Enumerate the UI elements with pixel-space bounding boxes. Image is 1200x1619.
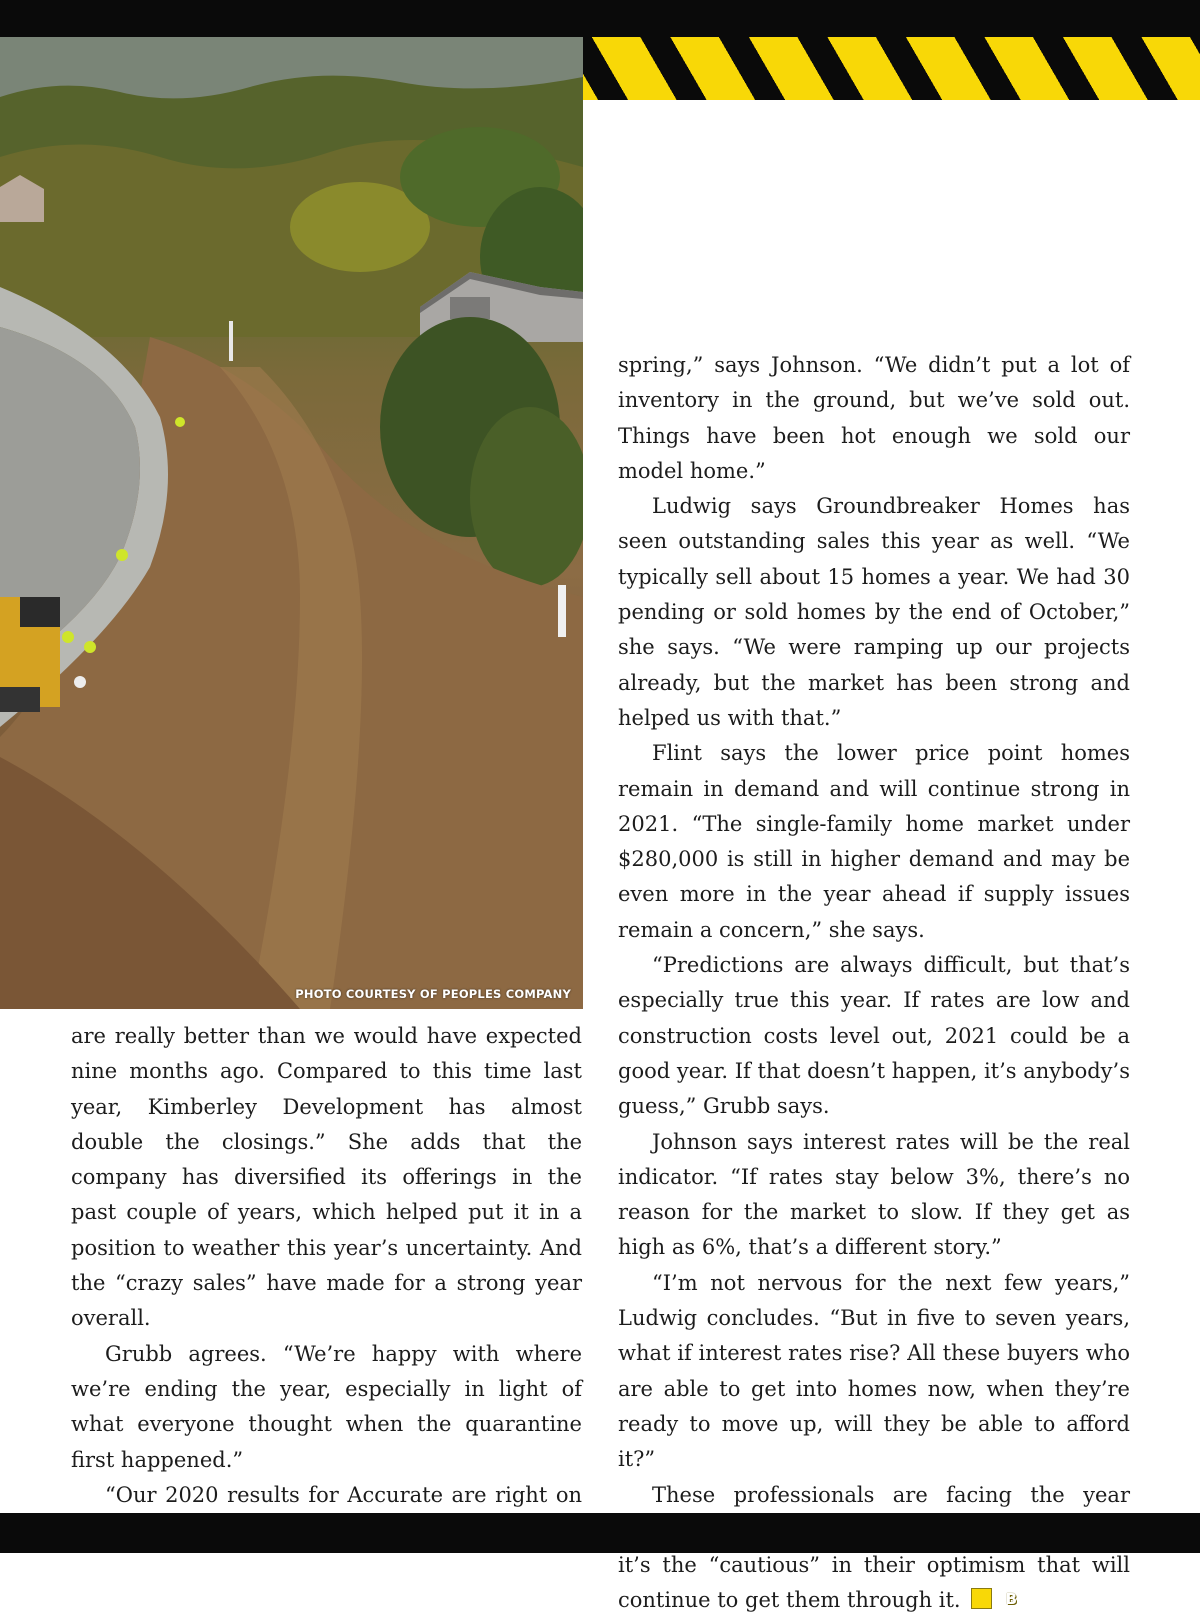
footer-bar <box>0 1513 1200 1553</box>
paragraph: “Predictions are always difficult, but that’s especially true this year. If rates are low and construction costs level out, 2021 could be a good year. If that doesn’t happen, it’s anybody’s guess,” Grubb says. <box>618 953 1130 1119</box>
paragraph: spring,” says Johnson. “We didn’t put a lot of inventory in the ground, but we’ve sold out. Things have been hot enough we sold our model home.” <box>618 353 1130 483</box>
end-mark-letter: B <box>1005 1590 1018 1609</box>
end-of-article-icon <box>971 1588 1018 1609</box>
paragraph: Ludwig says Groundbreaker Homes has seen outstanding sales this year as well. “We typically sell about 15 homes a year. We had 30 pending or sold homes by the end of October,” she says. “We were ramping up our projects already, but the market has been strong and helped us with that.” <box>618 494 1130 730</box>
paragraph-text: These professionals are facing the year it’s the “cautious” in their optimism that will continue to get them through it. <box>618 1482 1130 1613</box>
construction-site-photo <box>0 37 583 1009</box>
photo-illustration <box>0 37 583 1009</box>
photo-credit: PHOTO COURTESY OF PEOPLES COMPANY <box>295 987 571 1001</box>
paragraph: are really better than we would have expected nine months ago. Compared to this time last year, Kimberley Development has almost double the closings.” She adds that the company has diversified its offerings in the past couple of years, which helped put it in a position to weather this year’s uncertainty. And the “crazy sales” have made for a strong year overall. <box>71 1024 582 1331</box>
paragraph: Flint says the lower price point homes remain in demand and will continue strong in 2021. “The single-family home market under $280,000 is still in higher demand and may be even more in the year ahead if supply issues remain a concern,” she says. <box>618 741 1130 942</box>
paragraph: Johnson says interest rates will be the real indicator. “If rates stay below 3%, there’s no reason for the market to slow. If they get as high as 6%, that’s a different story.” <box>618 1129 1130 1260</box>
article-column-right <box>618 348 1130 1619</box>
hazard-stripe-top-band <box>0 0 1200 37</box>
paragraph: Grubb agrees. “We’re happy with where we’re ending the year, especially in light of what everyone thought when the quarantine first happened.” <box>71 1341 582 1472</box>
article-column-left <box>71 1019 582 1548</box>
paragraph: “Our 2020 results for Accurate are right on <box>105 1482 582 1507</box>
paragraph: “I’m not nervous for the next few years,” Ludwig concludes. “But in five to seven years, what if interest rates rise? All these buyers who are able to get into homes now, when they’re ready to move up, will they be able to afford it?” <box>618 1270 1130 1472</box>
